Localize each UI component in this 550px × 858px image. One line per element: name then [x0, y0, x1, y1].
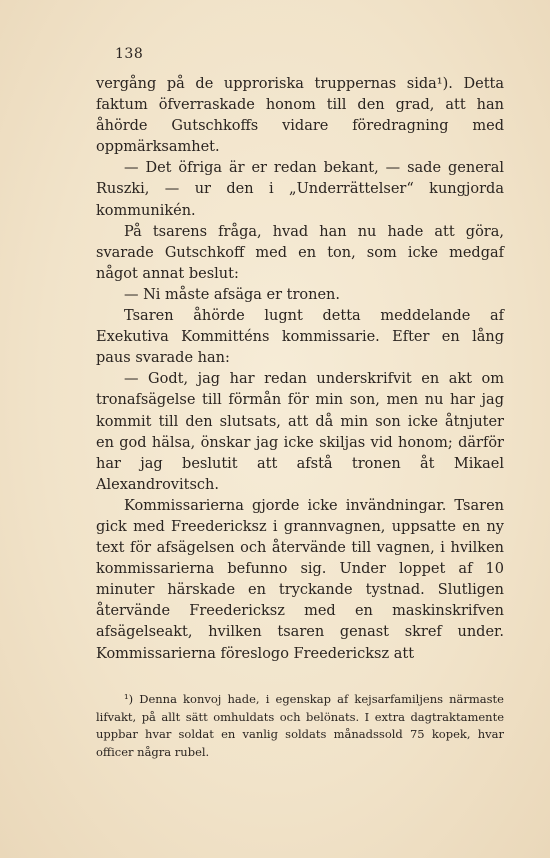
paragraph: På tsarens fråga, hvad han nu hade att göra, svarade Gutschkoff med en ton, som icke medgaf något annat beslut:	[96, 223, 504, 282]
paragraph: Tsaren åhörde lugnt detta meddelande af Exekutiva Kommitténs kommissarie. Efter en lång paus svarade han:	[96, 308, 504, 367]
paragraph: vergång på de upproriska truppernas sida¹). Detta faktum öfverraskade honom till den grad, att han åhörde Gutschkoffs vidare föredragning med oppmärksamhet.	[96, 76, 504, 156]
footnote-text: ¹) Denna konvoj hade, i egenskap af kejsarfamiljens närmaste lifvakt, på allt sätt omhuldats och belönats. I extra dagtraktamente uppbar hvar soldat en vanlig soldats månadssold 75 kopek, hvar officer några rubel.	[96, 692, 504, 759]
body-text	[96, 74, 504, 665]
page-number: 138	[115, 46, 144, 62]
footnote	[96, 691, 504, 761]
paragraph: — Det öfriga är er redan bekant, — sade general Ruszki, — ur den i „Underrättelser“ kungjorda kommunikén.	[96, 160, 504, 219]
paragraph: — Ni måste afsäga er tronen.	[124, 286, 341, 303]
paragraph: Kommissarierna gjorde icke invändningar. Tsaren gick med Freedericksz i grannvagnen, uppsatte en ny text för afsägelsen och återvände till vagnen, i hvilken kommissarierna befunno sig. Under loppet af 10 minuter härskade en tryckande tystnad. Slutligen återvände Freedericksz med en maskinskrifven afsägelseakt, hvilken tsaren genast skref under. Kommissarierna föreslogo Freedericksz att	[96, 497, 504, 662]
paragraph: — Godt, jag har redan underskrifvit en akt om tronafsägelse till förmån för min son, men nu har jag kommit till den slutsats, att då min son icke åtnjuter en god hälsa, önskar jag icke skiljas vid honom; därför har jag beslutit att afstå tronen åt Mikael Alexandrovitsch.	[96, 371, 504, 493]
